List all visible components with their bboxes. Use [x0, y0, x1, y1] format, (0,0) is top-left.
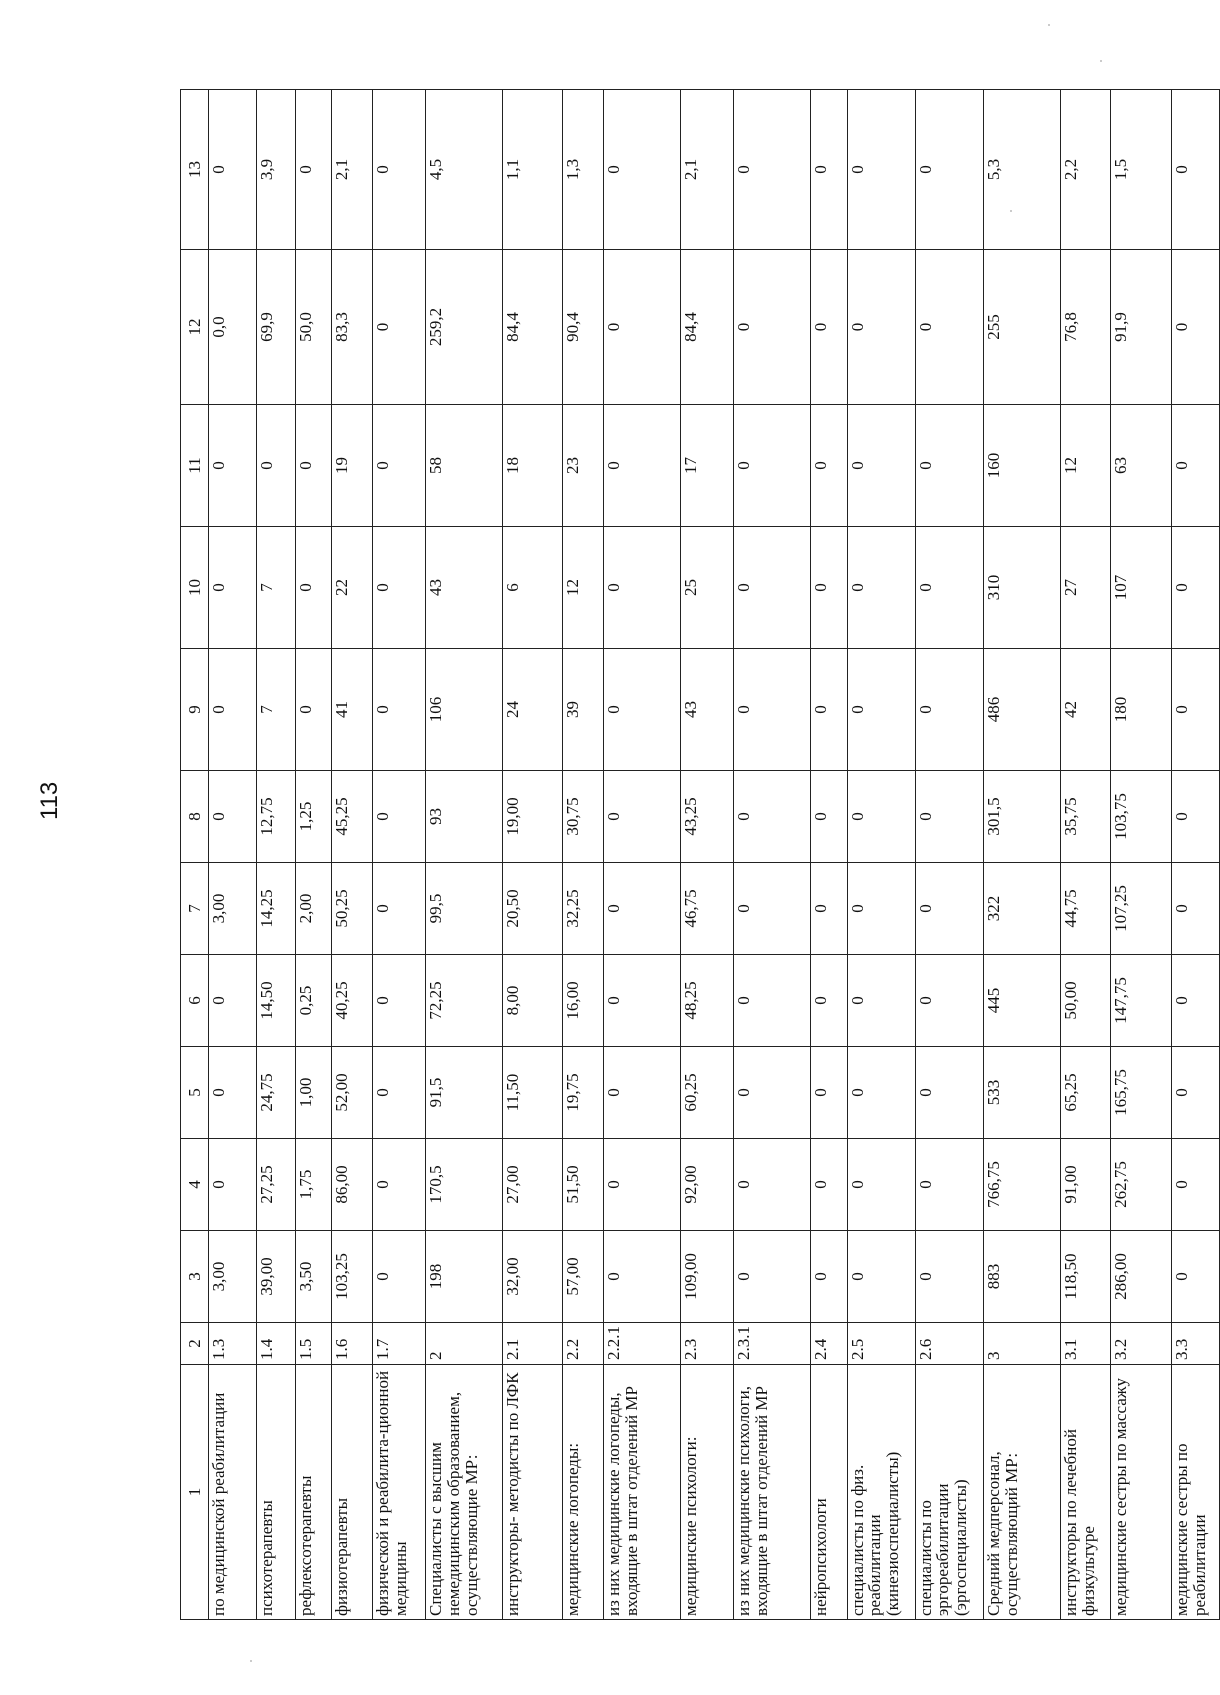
value-cell: 91,5 [425, 1047, 502, 1139]
table-row [1111, 90, 1171, 1620]
value-cell: 0 [604, 955, 681, 1047]
table-row [209, 90, 257, 1620]
value-cell: 4,5 [425, 90, 502, 250]
value-cell: 259,2 [425, 250, 502, 405]
value-cell: 42 [1060, 649, 1111, 771]
value-cell: 0,0 [209, 250, 257, 405]
value-cell: 160 [983, 405, 1060, 527]
header-cell: 10 [181, 527, 209, 649]
value-cell: 2,1 [331, 90, 372, 250]
value-cell: 0 [604, 527, 681, 649]
value-cell: 0 [847, 649, 915, 771]
value-cell: 43 [681, 649, 734, 771]
row-code-cell: 3.3 [1171, 1323, 1219, 1365]
row-code-cell: 2.5 [847, 1323, 915, 1365]
value-cell: 0 [811, 250, 847, 405]
value-cell: 92,00 [681, 1139, 734, 1231]
value-cell: 0 [604, 90, 681, 250]
value-cell: 19,00 [502, 771, 562, 863]
row-code-cell: 2.2 [563, 1323, 604, 1365]
row-name-cell: инструкторы- методисты по ЛФК [502, 1365, 562, 1620]
value-cell: 0 [811, 1231, 847, 1323]
row-name-cell: специалисты по физ. реабилитации (кинезиоспециалисты) [847, 1365, 915, 1620]
value-cell: 0 [915, 1139, 983, 1231]
value-cell: 6 [502, 527, 562, 649]
value-cell: 1,75 [295, 1139, 331, 1231]
value-cell: 14,50 [257, 955, 296, 1047]
value-cell: 41 [331, 649, 372, 771]
value-cell: 0 [1171, 405, 1219, 527]
staff-table [180, 89, 1220, 1620]
value-cell: 0 [1171, 250, 1219, 405]
value-cell: 0 [1171, 771, 1219, 863]
value-cell: 11,50 [502, 1047, 562, 1139]
row-code-cell: 2.6 [915, 1323, 983, 1365]
table-row [734, 90, 811, 1620]
value-cell: 30,75 [563, 771, 604, 863]
header-cell: 3 [181, 1231, 209, 1323]
header-cell: 8 [181, 771, 209, 863]
value-cell: 0 [734, 649, 811, 771]
value-cell: 0 [915, 405, 983, 527]
value-cell: 0,25 [295, 955, 331, 1047]
row-code-cell: 2.1 [502, 1323, 562, 1365]
header-cell: 9 [181, 649, 209, 771]
value-cell: 445 [983, 955, 1060, 1047]
row-name-cell: из них медицинские логопеды, входящие в штат отделений МР [604, 1365, 681, 1620]
value-cell: 0 [915, 527, 983, 649]
row-code-cell: 2.3 [681, 1323, 734, 1365]
value-cell: 0 [811, 863, 847, 955]
value-cell: 27,25 [257, 1139, 296, 1231]
value-cell: 310 [983, 527, 1060, 649]
value-cell: 45,25 [331, 771, 372, 863]
value-cell: 0 [1171, 649, 1219, 771]
table-row [331, 90, 372, 1620]
header-row [181, 90, 209, 1620]
value-cell: 0 [604, 1139, 681, 1231]
value-cell: 0 [209, 527, 257, 649]
value-cell: 262,75 [1111, 1139, 1171, 1231]
value-cell: 322 [983, 863, 1060, 955]
value-cell: 91,9 [1111, 250, 1171, 405]
value-cell: 72,25 [425, 955, 502, 1047]
table-row [847, 90, 915, 1620]
value-cell: 0 [847, 90, 915, 250]
row-code-cell: 2.3.1 [734, 1323, 811, 1365]
value-cell: 0 [372, 405, 425, 527]
row-name-cell: физической и реабилита-ционной медицины [372, 1365, 425, 1620]
value-cell: 0 [209, 1139, 257, 1231]
value-cell: 0 [734, 771, 811, 863]
row-name-cell: Специалисты с высшим немедицинским образованием, осуществляющие МР: [425, 1365, 502, 1620]
row-code-cell: 2.2.1 [604, 1323, 681, 1365]
value-cell: 0 [915, 90, 983, 250]
value-cell: 0 [209, 90, 257, 250]
value-cell: 22 [331, 527, 372, 649]
table-row [604, 90, 681, 1620]
value-cell: 0 [915, 771, 983, 863]
row-code-cell: 2.4 [811, 1323, 847, 1365]
value-cell: 0 [811, 771, 847, 863]
value-cell: 16,00 [563, 955, 604, 1047]
table-row [425, 90, 502, 1620]
value-cell: 12 [563, 527, 604, 649]
value-cell: 40,25 [331, 955, 372, 1047]
row-name-cell: рефлексотерапевты [295, 1365, 331, 1620]
value-cell: 0 [811, 405, 847, 527]
table-row [915, 90, 983, 1620]
row-name-cell: медицинские сестры по реабилитации [1171, 1365, 1219, 1620]
scan-speck [1048, 24, 1050, 26]
header-cell: 6 [181, 955, 209, 1047]
value-cell: 0 [915, 250, 983, 405]
header-cell: 5 [181, 1047, 209, 1139]
value-cell: 12,75 [257, 771, 296, 863]
value-cell: 0 [1171, 90, 1219, 250]
value-cell: 2,1 [681, 90, 734, 250]
value-cell: 0 [811, 527, 847, 649]
value-cell: 17 [681, 405, 734, 527]
value-cell: 27,00 [502, 1139, 562, 1231]
value-cell: 24,75 [257, 1047, 296, 1139]
value-cell: 0 [295, 649, 331, 771]
page-number: 113 [36, 781, 63, 820]
header-cell: 12 [181, 250, 209, 405]
value-cell: 0 [915, 863, 983, 955]
value-cell: 0 [295, 90, 331, 250]
value-cell: 46,75 [681, 863, 734, 955]
value-cell: 1,5 [1111, 90, 1171, 250]
value-cell: 0 [257, 405, 296, 527]
value-cell: 0 [209, 771, 257, 863]
value-cell: 0 [209, 649, 257, 771]
row-code-cell: 1.7 [372, 1323, 425, 1365]
value-cell: 0 [372, 649, 425, 771]
value-cell: 0 [1171, 955, 1219, 1047]
scan-speck [1010, 210, 1012, 212]
value-cell: 107 [1111, 527, 1171, 649]
value-cell: 24 [502, 649, 562, 771]
value-cell: 93 [425, 771, 502, 863]
scan-speck [1100, 60, 1102, 62]
value-cell: 0 [915, 649, 983, 771]
row-name-cell: медицинские логопеды: [563, 1365, 604, 1620]
value-cell: 90,4 [563, 250, 604, 405]
row-name-cell: медицинские психологи: [681, 1365, 734, 1620]
value-cell: 27 [1060, 527, 1111, 649]
value-cell: 0 [372, 771, 425, 863]
row-name-cell: Средний медперсонал, осуществляющий МР: [983, 1365, 1060, 1620]
value-cell: 0 [1171, 1047, 1219, 1139]
table-row [502, 90, 562, 1620]
value-cell: 0 [209, 1047, 257, 1139]
value-cell: 0 [1171, 863, 1219, 955]
header-cell: 7 [181, 863, 209, 955]
value-cell: 25 [681, 527, 734, 649]
rotated-table-container [180, 94, 1220, 1620]
value-cell: 0 [811, 1047, 847, 1139]
table-row [811, 90, 847, 1620]
value-cell: 103,25 [331, 1231, 372, 1323]
header-cell: 2 [181, 1323, 209, 1365]
value-cell: 43,25 [681, 771, 734, 863]
value-cell: 50,0 [295, 250, 331, 405]
row-code-cell: 3.2 [1111, 1323, 1171, 1365]
row-name-cell: психотерапевты [257, 1365, 296, 1620]
value-cell: 0 [372, 527, 425, 649]
value-cell: 109,00 [681, 1231, 734, 1323]
value-cell: 0 [604, 649, 681, 771]
value-cell: 3,00 [209, 1231, 257, 1323]
value-cell: 0 [372, 90, 425, 250]
value-cell: 12 [1060, 405, 1111, 527]
value-cell: 7 [257, 649, 296, 771]
value-cell: 0 [604, 863, 681, 955]
value-cell: 99,5 [425, 863, 502, 955]
value-cell: 86,00 [331, 1139, 372, 1231]
value-cell: 57,00 [563, 1231, 604, 1323]
value-cell: 883 [983, 1231, 1060, 1323]
header-cell: 4 [181, 1139, 209, 1231]
value-cell: 1,00 [295, 1047, 331, 1139]
value-cell: 83,3 [331, 250, 372, 405]
value-cell: 0 [734, 1139, 811, 1231]
value-cell: 69,9 [257, 250, 296, 405]
value-cell: 84,4 [681, 250, 734, 405]
value-cell: 0 [734, 1047, 811, 1139]
value-cell: 0 [734, 405, 811, 527]
value-cell: 533 [983, 1047, 1060, 1139]
table-row [1060, 90, 1111, 1620]
value-cell: 3,50 [295, 1231, 331, 1323]
value-cell: 0 [209, 955, 257, 1047]
value-cell: 0 [604, 771, 681, 863]
value-cell: 91,00 [1060, 1139, 1111, 1231]
value-cell: 0 [209, 405, 257, 527]
header-cell: 1 [181, 1365, 209, 1620]
value-cell: 301,5 [983, 771, 1060, 863]
value-cell: 0 [915, 955, 983, 1047]
value-cell: 0 [372, 1047, 425, 1139]
value-cell: 0 [847, 1047, 915, 1139]
value-cell: 35,75 [1060, 771, 1111, 863]
header-cell: 13 [181, 90, 209, 250]
value-cell: 5,3 [983, 90, 1060, 250]
value-cell: 20,50 [502, 863, 562, 955]
value-cell: 8,00 [502, 955, 562, 1047]
value-cell: 0 [734, 1231, 811, 1323]
value-cell: 19,75 [563, 1047, 604, 1139]
value-cell: 0 [1171, 527, 1219, 649]
value-cell: 0 [372, 250, 425, 405]
value-cell: 170,5 [425, 1139, 502, 1231]
row-code-cell: 1.3 [209, 1323, 257, 1365]
value-cell: 0 [811, 90, 847, 250]
value-cell: 0 [811, 649, 847, 771]
table-row [295, 90, 331, 1620]
value-cell: 0 [604, 1231, 681, 1323]
value-cell: 63 [1111, 405, 1171, 527]
value-cell: 0 [847, 1139, 915, 1231]
value-cell: 286,00 [1111, 1231, 1171, 1323]
value-cell: 2,2 [1060, 90, 1111, 250]
table-row [563, 90, 604, 1620]
value-cell: 48,25 [681, 955, 734, 1047]
value-cell: 0 [847, 1231, 915, 1323]
row-name-cell: специалисты по эргореабилитации (эргоспециалисты) [915, 1365, 983, 1620]
value-cell: 0 [734, 527, 811, 649]
row-name-cell: по медицинской реабилитации [209, 1365, 257, 1620]
value-cell: 0 [734, 955, 811, 1047]
value-cell: 0 [847, 527, 915, 649]
value-cell: 39,00 [257, 1231, 296, 1323]
row-name-cell: медицинские сестры по массажу [1111, 1365, 1171, 1620]
value-cell: 766,75 [983, 1139, 1060, 1231]
value-cell: 7 [257, 527, 296, 649]
row-code-cell: 3 [983, 1323, 1060, 1365]
value-cell: 0 [847, 771, 915, 863]
value-cell: 0 [1171, 1139, 1219, 1231]
row-code-cell: 3.1 [1060, 1323, 1111, 1365]
value-cell: 1,3 [563, 90, 604, 250]
value-cell: 23 [563, 405, 604, 527]
value-cell: 3,00 [209, 863, 257, 955]
value-cell: 0 [604, 250, 681, 405]
value-cell: 0 [734, 863, 811, 955]
value-cell: 84,4 [502, 250, 562, 405]
value-cell: 1,25 [295, 771, 331, 863]
value-cell: 50,25 [331, 863, 372, 955]
table-row [681, 90, 734, 1620]
value-cell: 0 [847, 955, 915, 1047]
row-code-cell: 1.4 [257, 1323, 296, 1365]
value-cell: 0 [811, 955, 847, 1047]
value-cell: 147,75 [1111, 955, 1171, 1047]
scan-speck [250, 1660, 252, 1662]
value-cell: 165,75 [1111, 1047, 1171, 1139]
value-cell: 44,75 [1060, 863, 1111, 955]
value-cell: 180 [1111, 649, 1171, 771]
value-cell: 118,50 [1060, 1231, 1111, 1323]
table-row [983, 90, 1060, 1620]
row-name-cell: нейропсихологи [811, 1365, 847, 1620]
value-cell: 3,9 [257, 90, 296, 250]
row-code-cell: 1.5 [295, 1323, 331, 1365]
value-cell: 52,00 [331, 1047, 372, 1139]
table-body [209, 90, 1220, 1620]
value-cell: 486 [983, 649, 1060, 771]
value-cell: 65,25 [1060, 1047, 1111, 1139]
value-cell: 0 [604, 1047, 681, 1139]
value-cell: 32,00 [502, 1231, 562, 1323]
value-cell: 32,25 [563, 863, 604, 955]
value-cell: 0 [295, 405, 331, 527]
value-cell: 51,50 [563, 1139, 604, 1231]
value-cell: 0 [915, 1047, 983, 1139]
table-row [1171, 90, 1219, 1620]
value-cell: 0 [295, 527, 331, 649]
value-cell: 107,25 [1111, 863, 1171, 955]
row-name-cell: физиотерапевты [331, 1365, 372, 1620]
value-cell: 58 [425, 405, 502, 527]
value-cell: 18 [502, 405, 562, 527]
value-cell: 2,00 [295, 863, 331, 955]
value-cell: 43 [425, 527, 502, 649]
row-name-cell: инструкторы по лечебной физкультуре [1060, 1365, 1111, 1620]
value-cell: 76,8 [1060, 250, 1111, 405]
value-cell: 19 [331, 405, 372, 527]
header-cell: 11 [181, 405, 209, 527]
value-cell: 0 [372, 1231, 425, 1323]
table-row [372, 90, 425, 1620]
value-cell: 0 [734, 250, 811, 405]
row-code-cell: 1.6 [331, 1323, 372, 1365]
value-cell: 0 [372, 1139, 425, 1231]
value-cell: 0 [811, 1139, 847, 1231]
row-name-cell: из них медицинские психологи, входящие в штат отделений МР [734, 1365, 811, 1620]
table-row [257, 90, 296, 1620]
row-code-cell: 2 [425, 1323, 502, 1365]
value-cell: 14,25 [257, 863, 296, 955]
value-cell: 0 [604, 405, 681, 527]
value-cell: 0 [847, 405, 915, 527]
value-cell: 60,25 [681, 1047, 734, 1139]
value-cell: 255 [983, 250, 1060, 405]
value-cell: 1,1 [502, 90, 562, 250]
value-cell: 0 [372, 955, 425, 1047]
value-cell: 0 [372, 863, 425, 955]
value-cell: 0 [734, 90, 811, 250]
value-cell: 0 [847, 863, 915, 955]
value-cell: 0 [847, 250, 915, 405]
value-cell: 198 [425, 1231, 502, 1323]
value-cell: 103,75 [1111, 771, 1171, 863]
value-cell: 0 [915, 1231, 983, 1323]
value-cell: 39 [563, 649, 604, 771]
value-cell: 0 [1171, 1231, 1219, 1323]
value-cell: 50,00 [1060, 955, 1111, 1047]
value-cell: 106 [425, 649, 502, 771]
